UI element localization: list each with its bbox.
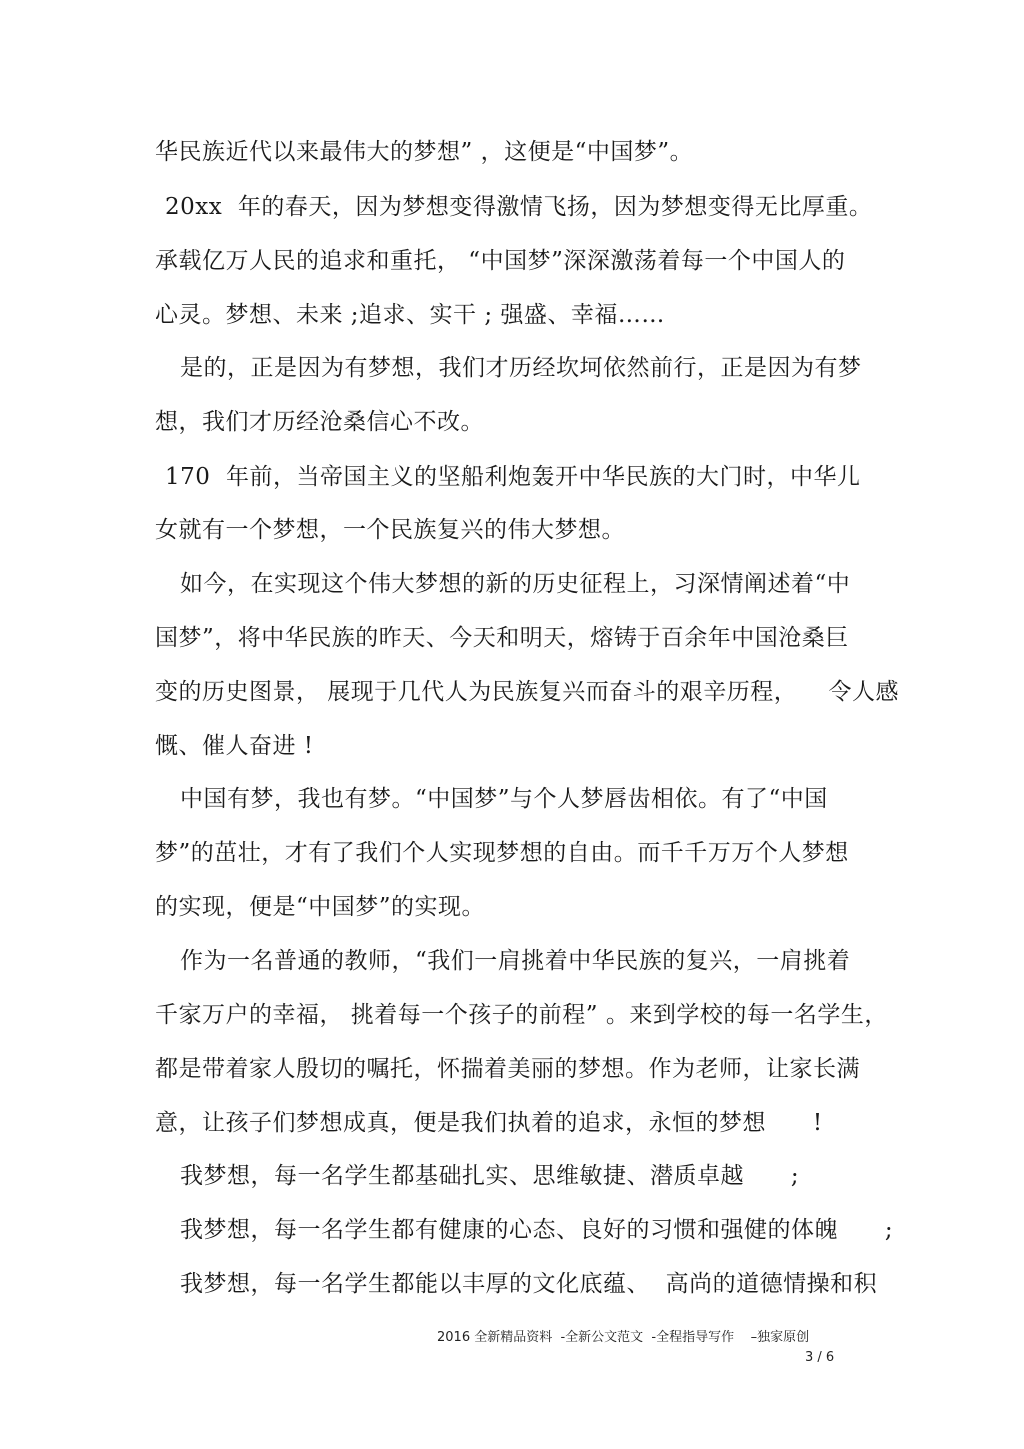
text-line-22: 我梦想，每一名学生都能以丰厚的文化底蕴、 高尚的道德情操和积 (180, 1271, 878, 1297)
text-line-19: 意，让孩子们梦想成真，便是我们执着的追求，永恒的梦想 ! (155, 1110, 823, 1136)
text-line-18: 都是带着家人殷切的嘱托，怀揣着美丽的梦想。作为老师，让家长满 (155, 1056, 860, 1082)
text-line-5: 是的，正是因为有梦想，我们才历经坎坷依然前行，正是因为有梦 (180, 355, 862, 381)
text-line-17: 千家万户的幸福， 挑着每一个孩子的前程” 。来到学校的每一名学生， (155, 1002, 888, 1028)
text-line-8: 女就有一个梦想，一个民族复兴的伟大梦想。 (155, 517, 625, 543)
text-line-9: 如今，在实现这个伟大梦想的新的历史征程上，习深情阐述着“中 (180, 571, 851, 597)
text-line-13: 中国有梦，我也有梦。“中国梦”与个人梦唇齿相依。有了“中国 (180, 786, 828, 812)
page-number: 3 / 6 (805, 1350, 835, 1365)
text-line-21: 我梦想，每一名学生都有健康的心态、良好的习惯和强健的体魄 ; (180, 1217, 894, 1243)
text-line-1: 华民族近代以来最伟大的梦想” ，这便是“中国梦”。 (155, 139, 694, 165)
text-line-11: 变的历史图景， 展现于几代人为民族复兴而奋斗的艰辛历程， 令人感 (155, 679, 900, 705)
text-line-4: 心灵。梦想、未来 ;追求、实干 ; 强盛、幸福…… (155, 302, 665, 328)
text-line-6: 想，我们才历经沧桑信心不改。 (155, 409, 484, 435)
text-line-15: 的实现，便是“中国梦”的实现。 (155, 894, 486, 920)
text-line-7: 170 年前，当帝国主义的坚船利炮轰开中华民族的大门时，中华儿 (165, 464, 861, 490)
text-line-3: 承载亿万人民的追求和重托， “中国梦”深深激荡着每一个中国人的 (155, 248, 846, 274)
text-line-10: 国梦”，将中华民族的昨天、今天和明天，熔铸于百余年中国沧桑巨 (155, 625, 849, 651)
text-line-16: 作为一名普通的教师，“我们一肩挑着中华民族的复兴，一肩挑着 (180, 948, 851, 974)
footer-banner: 2016 全新精品资料 -全新公文范文 -全程指导写作 –独家原创 (437, 1330, 810, 1345)
text-line-12: 慨、催人奋进 ! (155, 733, 314, 759)
text-line-20: 我梦想，每一名学生都基础扎实、思维敏捷、潜质卓越 ; (180, 1163, 800, 1189)
text-line-2: 20xx 年的春天，因为梦想变得激情飞扬，因为梦想变得无比厚重。 (165, 194, 873, 220)
text-line-14: 梦”的茁壮，才有了我们个人实现梦想的自由。而千千万万个人梦想 (155, 840, 849, 866)
